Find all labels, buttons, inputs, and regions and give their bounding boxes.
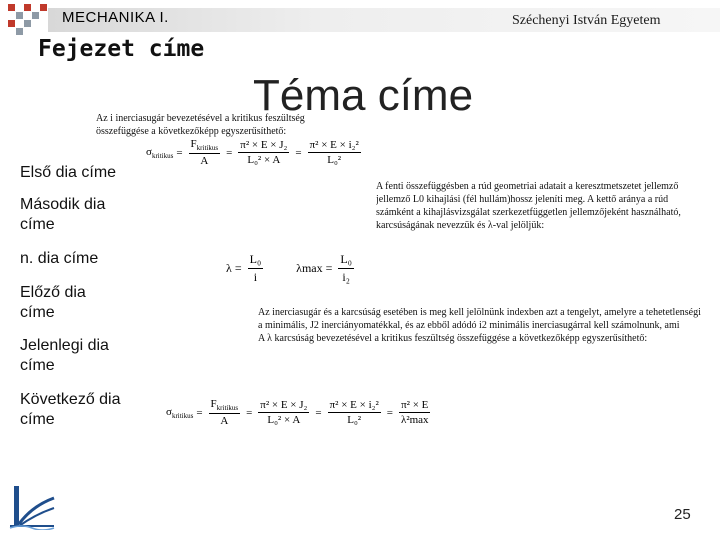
lambda-max-symbol: λmax — [296, 261, 323, 275]
formula-critical-stress — [146, 138, 364, 167]
page-number: 25 — [674, 506, 691, 523]
paragraph-2-line-1: A fenti összefüggésben a rúd geometriai adatait a keresztmetszetet jellemző — [376, 181, 679, 192]
decor-square — [24, 4, 31, 11]
formula-slenderness — [226, 252, 357, 285]
lambda-symbol: λ — [226, 261, 232, 275]
paragraph-2-line-4: karcsúságának nevezzük és λ-val jelöljük: — [376, 220, 545, 231]
fraction-slenderness: $\frac{\text{π² × E}}{\text{λ²max}}$ — [400, 399, 429, 427]
equals-sign: = — [246, 406, 253, 419]
equals-sign: = — [176, 146, 183, 159]
fraction-euler: $\frac{\text{π² × E × J₂}}{\text{L₀² × A}}$ — [260, 399, 308, 427]
intro-line-1: Az i inerciasugár bevezetésével a kritikus feszültség — [96, 113, 305, 124]
sidebar-item-next-slide[interactable]: Következő dia címe — [20, 391, 121, 428]
decor-square — [16, 28, 23, 35]
sidebar-item-second-slide[interactable]: Második dia címe — [20, 196, 106, 233]
intro-line-2: összefüggése a következőképp egyszerűsíthető: — [96, 126, 287, 137]
decor-square — [40, 4, 47, 11]
fraction-force-area: $\frac{F_{kritikus}}{A}$ — [210, 398, 239, 428]
fraction-length-radius: $\frac{\text{L₀}}{i}$ — [249, 252, 262, 284]
paragraph-3-line-2: a minimális, J2 inerciányomatékkal, és az ebből adódó i2 minimális inerciasugárral kell számolnunk, ami — [258, 320, 680, 331]
equals-sign: = — [386, 406, 393, 419]
decor-square — [16, 12, 23, 19]
sigma-symbol: $\sigma_{kritikus}$ — [166, 405, 194, 420]
sidebar-item-current-slide[interactable]: Jelenlegi dia címe — [20, 337, 109, 374]
fraction-force-area: $\frac{F_{kritikus}}{A}$ — [190, 138, 219, 168]
paragraph-3-line-3: A λ karcsúság bevezetésével a kritikus feszültség összefüggése a következőképp egyszerűsíthető: — [258, 333, 648, 344]
university-logo-icon — [8, 484, 56, 530]
paragraph-3-line-1: Az inerciasugár és a karcsúság esetében is meg kell jelölnünk indexben azt a tengelyt, amelyre a tehetetlenségi — [258, 307, 701, 318]
equals-sign: = — [196, 406, 203, 419]
fraction-length-min-radius: $\frac{\text{L₀}}{\text{i₂}}$ — [340, 252, 352, 284]
chapter-title: Fejezet címe — [38, 36, 205, 62]
sidebar-item-first-slide[interactable]: Első dia címe — [20, 164, 117, 181]
equals-sign: = — [226, 146, 233, 159]
equals-sign: = — [295, 146, 302, 159]
sidebar-item-previous-slide[interactable]: Előző dia címe — [20, 284, 86, 321]
equals-sign: = — [234, 261, 242, 275]
decor-square — [32, 12, 39, 19]
equals-sign: = — [315, 406, 322, 419]
equals-sign: = — [325, 261, 333, 275]
decor-square — [24, 20, 31, 27]
sigma-symbol: $\sigma_{kritikus}$ — [146, 145, 174, 160]
sidebar-item-n-slide[interactable]: n. dia címe — [20, 250, 99, 267]
formula-critical-stress-slenderness — [166, 398, 434, 427]
paragraph-2-line-3: számként a kihajlásvizsgálat szerkezetfüggetlen jellemzőjeként használható, — [376, 207, 681, 218]
fraction-radius: $\frac{\text{π² × E × i₂²}}{\text{L₀²}}$ — [309, 139, 359, 167]
fraction-radius: $\frac{\text{π² × E × i₂²}}{\text{L₀²}}$ — [329, 399, 379, 427]
course-title: MECHANIKA I. — [62, 9, 169, 26]
decor-square — [8, 4, 15, 11]
fraction-euler: $\frac{\text{π² × E × J₂}}{\text{L₀² × A}}$ — [240, 139, 288, 167]
university-name: Széchenyi István Egyetem — [512, 13, 661, 28]
decor-square — [8, 20, 15, 27]
paragraph-2-line-2: jellemző L0 kihajlási (fél hullám)hossz jeleníti meg. A kettő aránya a rúd — [376, 194, 669, 205]
topic-title: Téma címe — [253, 71, 474, 120]
